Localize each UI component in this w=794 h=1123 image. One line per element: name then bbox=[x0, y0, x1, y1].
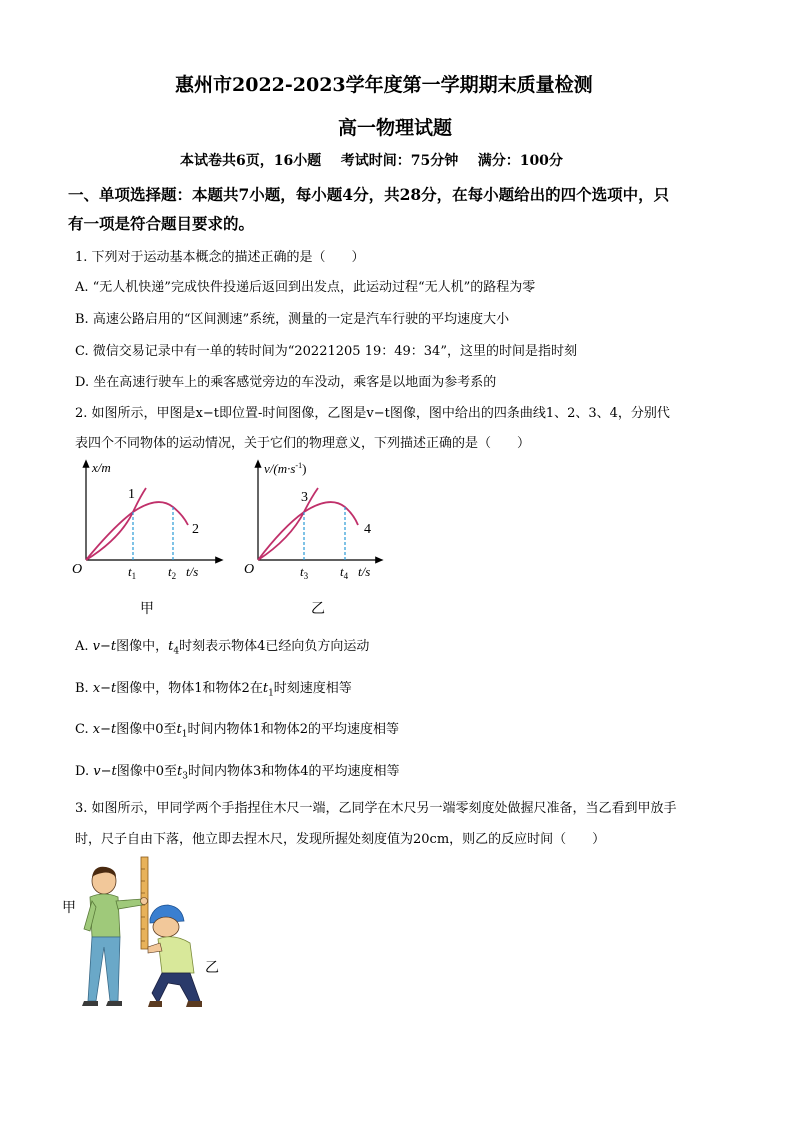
xt-t2-label: $t_2$ bbox=[168, 564, 177, 581]
vt-ylabel: $v/(m\cdot s^{-1})$ bbox=[264, 461, 307, 476]
student-jia bbox=[82, 867, 148, 1006]
vt-caption: 乙 bbox=[311, 601, 325, 617]
label-jia: 甲 bbox=[62, 900, 76, 916]
xt-origin: O bbox=[72, 562, 83, 577]
q2-stem-line1: 2. 如图所示，甲图是x−t即位置-时间图像，乙图是v−t图像，图中给出的四条曲线1、2、3、4，分别代 bbox=[75, 406, 670, 421]
ruler-drop-illustration bbox=[62, 855, 232, 1015]
vt-curve-4 bbox=[258, 502, 358, 560]
q2-option-c: C. x−t图像中0至$t_1$时间内物体1和物体2的平均速度相等 bbox=[75, 722, 399, 740]
xt-caption: 甲 bbox=[140, 601, 154, 617]
exam-title: 惠州市2022-2023学年度第一学期期末质量检测 bbox=[175, 74, 593, 96]
xt-t1-label: $t_1$ bbox=[128, 564, 137, 581]
xt-curve-2 bbox=[86, 502, 188, 560]
vt-t3-label: $t_3$ bbox=[300, 564, 309, 581]
q2-option-a: A. v−t图像中，$t_4$时刻表示物体4已经向负方向运动 bbox=[75, 639, 370, 657]
q1-option-a: A. “无人机快递”完成快件投递后返回到出发点，此运动过程“无人机”的路程为零 bbox=[75, 280, 536, 295]
exam-info: 本试卷共6页，16小题 考试时间：75分钟 满分：100分 bbox=[180, 153, 563, 169]
q3-stem-line2: 时，尺子自由下落，他立即去捏木尺，发现所握处刻度值为20cm，则乙的反应时间（ ） bbox=[75, 832, 606, 847]
q1-option-b: B. 高速公路启用的“区间测速”系统，测量的一定是汽车行驶的平均速度大小 bbox=[75, 312, 510, 327]
exam-subtitle: 高一物理试题 bbox=[338, 117, 453, 139]
q1-option-c: C. 微信交易记录中有一单的转时间为“20221205 19：49：34”，这里的时间是指时刻 bbox=[75, 344, 577, 359]
q3-stem-line1: 3. 如图所示，甲同学两个手指捏住木尺一端，乙同学在木尺另一端零刻度处做握尺准备，当乙看到甲放手 bbox=[75, 801, 677, 816]
label-yi: 乙 bbox=[205, 960, 219, 976]
vt-xlabel: t/s bbox=[358, 564, 371, 579]
xt-xlabel: t/s bbox=[186, 564, 199, 579]
vt-curve-label-3: 3 bbox=[301, 490, 308, 505]
q1-option-d: D. 坐在高速行驶车上的乘客感觉旁边的车没动，乘客是以地面为参考系的 bbox=[75, 375, 497, 390]
xt-curve-label-2: 2 bbox=[192, 522, 199, 537]
q1-stem: 1. 下列对于运动基本概念的描述正确的是（ ） bbox=[75, 250, 365, 265]
xt-graph bbox=[68, 455, 228, 585]
vt-origin: O bbox=[244, 562, 255, 577]
student-yi bbox=[148, 905, 202, 1007]
section-heading-line2: 有一项是符合题目要求的。 bbox=[68, 214, 255, 233]
vt-curve-label-4: 4 bbox=[364, 522, 371, 537]
xt-curve-label-1: 1 bbox=[128, 487, 135, 502]
vt-t4-label: $t_4$ bbox=[340, 564, 349, 581]
q2-option-d: D. v−t图像中0至$t_3$时间内物体3和物体4的平均速度相等 bbox=[75, 764, 400, 782]
section-heading-line1: 一、单项选择题：本题共7小题，每小题4分，共28分，在每小题给出的四个选项中，只 bbox=[68, 185, 670, 204]
q2-option-b: B. x−t图像中，物体1和物体2在$t_1$时刻速度相等 bbox=[75, 681, 352, 699]
vt-graph bbox=[238, 455, 388, 585]
xt-ylabel: x/m bbox=[92, 460, 111, 475]
q2-stem-line2: 表四个不同物体的运动情况，关于它们的物理意义，下列描述正确的是（ ） bbox=[75, 436, 531, 451]
